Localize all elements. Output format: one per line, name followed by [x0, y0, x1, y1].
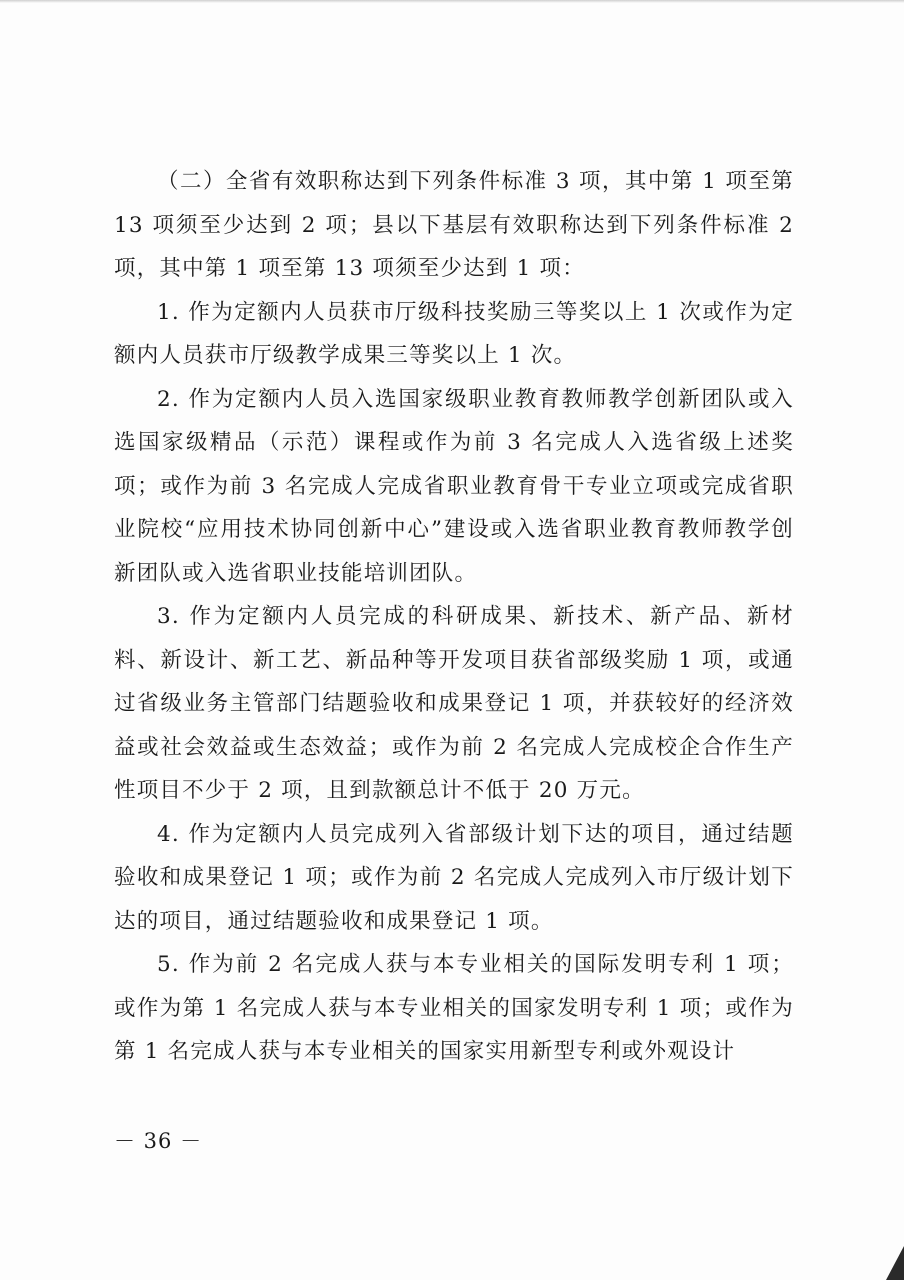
paragraph-item-4: 4. 作为定额内人员完成列入省部级计划下达的项目，通过结题验收和成果登记 1 项；或作为前 2 名完成人完成列入市厅级计划下达的项目，通过结题验收和成果登记 1 项。 [114, 821, 794, 934]
scan-corner-mark [886, 1246, 904, 1280]
paragraph-section-two: （二）全省有效职称达到下列条件标准 3 项，其中第 1 项至第 13 项须至少达到 2 项；县以下基层有效职称达到下列条件标准 2 项，其中第 1 项至第 13 项须至少达到 1 项： [114, 169, 794, 281]
body-text [114, 160, 794, 1074]
scan-top-edge [0, 0, 904, 3]
page-number: － 36 － [114, 1129, 203, 1153]
paragraph-item-3: 3. 作为定额内人员完成的科研成果、新技术、新产品、新材料、新设计、新工艺、新品种等开发项目获省部级奖励 1 项，或通过省级业务主管部门结题验收和成果登记 1 项，并获较好的经济效益或社会效益或生态效益；或作为前 2 名完成人完成校企合作生产性项目不少于 2 项，且到款额总计不低于 20 万元。 [114, 604, 794, 803]
paragraph-item-2: 2. 作为定额内人员入选国家级职业教育教师教学创新团队或入选国家级精品（示范）课程或作为前 3 名完成人入选省级上述奖项；或作为前 3 名完成人完成省职业教育骨干专业立项或完成省职业院校“应用技术协同创新中心”建设或入选省职业教育教师教学创新团队或入选省职业技能培训团队。 [114, 386, 794, 586]
paragraph-item-5: 5. 作为前 2 名完成人获与本专业相关的国际发明专利 1 项；或作为第 1 名完成人获与本专业相关的国家发明专利 1 项；或作为第 1 名完成人获与本专业相关的国家实用新型专利或外观设计 [114, 952, 794, 1064]
paragraph-item-1: 1. 作为定额内人员获市厅级科技奖励三等奖以上 1 次或作为定额内人员获市厅级教学成果三等奖以上 1 次。 [114, 299, 794, 368]
